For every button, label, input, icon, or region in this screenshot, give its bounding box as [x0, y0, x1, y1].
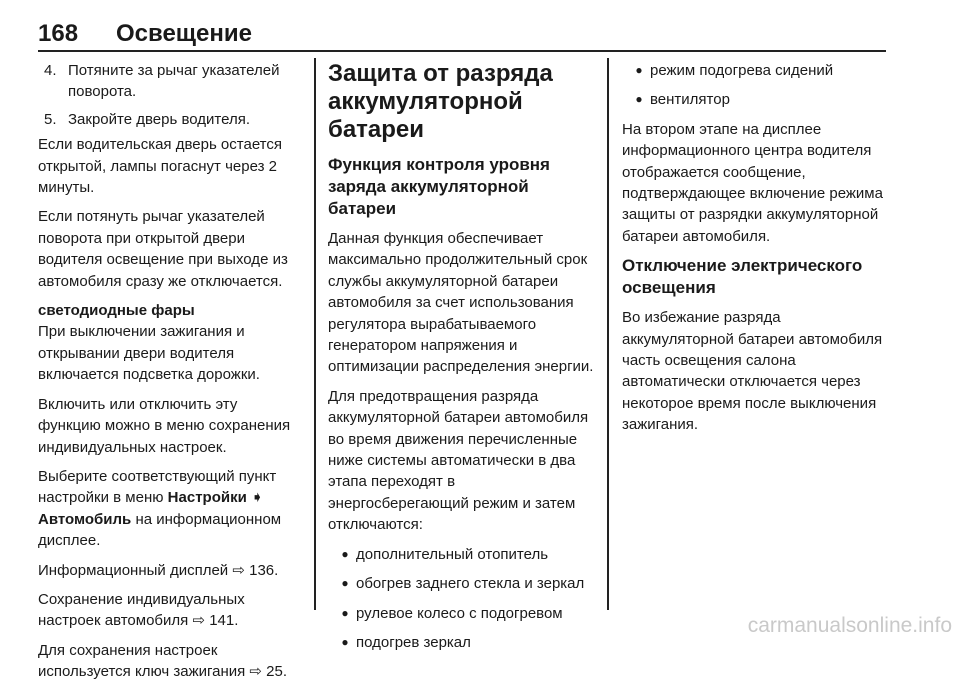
list-item: ● режим подогрева сидений — [622, 60, 888, 81]
step-4 — [38, 60, 302, 103]
step-text: Потяните за рычаг указателей поворота. — [68, 62, 280, 101]
step-number: 4. — [44, 62, 57, 79]
page-header — [38, 20, 886, 50]
paragraph: Для предотвращения разряда аккумуляторной батареи автомобиля во время движения перечисленные ниже системы автоматически в два этапа переходят в энергосберегающий режим и затем отключаются: — [328, 387, 589, 534]
bullet-icon: ● — [635, 63, 643, 77]
paragraph: Во избежание разряда аккумуляторной батареи автомобиля часть освещения салона автоматически отключается через некоторое время после выключения зажигания. — [622, 309, 883, 434]
paragraph-menu-path: Выберите соответствующий пункт настройки в меню Настройки ➧ Автомобиль на информационном дисплее. — [38, 467, 282, 550]
paragraph: Включить или отключить эту функцию можно в меню сохранения индивидуальных настроек. — [38, 395, 291, 456]
bullet-icon: ● — [341, 605, 349, 620]
list-item: ● обогрев заднего стекла и зеркал — [328, 573, 594, 594]
column-1 — [38, 60, 302, 691]
page-reference-link[interactable]: ⇨ 136. — [232, 561, 279, 579]
paragraph-ref: Информационный дисплей ⇨ 136. — [38, 561, 279, 579]
page-reference-link[interactable]: ⇨ 25. — [249, 663, 288, 681]
menu-vehicle: Автомобиль — [38, 510, 132, 528]
bullet-icon: ● — [341, 576, 349, 591]
paragraph-ref: Для сохранения настроек используется ключ зажигания ⇨ 25. — [38, 641, 288, 681]
page-number: 168 — [38, 20, 79, 47]
step-number: 5. — [44, 110, 57, 128]
bullet-icon: ● — [341, 546, 349, 561]
menu-settings: Настройки — [167, 489, 247, 507]
header-divider — [38, 50, 886, 52]
section-heading: Защита от разряда аккумуляторной батареи — [328, 60, 553, 143]
list-item: ● дополнительный отопитель — [328, 544, 594, 565]
column-divider-2 — [607, 58, 609, 610]
arrow-icon: ➧ — [250, 489, 264, 507]
paragraph: При выключении зажигания и открывании двери водителя включается подсветка дорожки. — [38, 323, 260, 384]
step-text: Закройте дверь водителя. — [68, 110, 250, 128]
bullet-icon: ● — [635, 92, 643, 107]
column-divider-1 — [314, 58, 316, 610]
list-item: ● рулевое колесо с подогревом — [328, 603, 594, 624]
paragraph: Если потянуть рычаг указателей поворота при открытой двери водителя освещение при выходе из автомобиля сразу же отключается. — [38, 208, 288, 290]
subsection-heading: Функция контроля уровня заряда аккумуляторной батареи — [328, 155, 550, 218]
list-item: ● вентилятор — [622, 89, 888, 110]
step-5 — [38, 109, 302, 130]
list-item: ● подогрев зеркал — [328, 632, 594, 653]
watermark: carmanualsonline.info — [747, 614, 952, 637]
bullet-list — [328, 544, 594, 654]
bullet-list — [622, 60, 888, 111]
paragraph: Если водительская дверь остается открытой, лампы погаснут через 2 минуты. — [38, 136, 282, 197]
page-title: Освещение — [116, 20, 252, 47]
led-headlights-heading: светодиодные фары — [38, 302, 195, 320]
column-2 — [328, 60, 594, 661]
paragraph: Данная функция обеспечивает максимально продолжительный срок службы аккумуляторной батареи автомобиля за счет использования регулятора вырабатываемого генератором напряжения и оптимизации распределения энергии. — [328, 230, 594, 376]
subsection-heading: Отключение электрического освещения — [622, 256, 863, 298]
bullet-icon: ● — [341, 634, 349, 649]
paragraph: На втором этапе на дисплее информационного центра водителя отображается сообщение, подтверждающее включение режима защиты от разрядки аккумуляторной батареи автомобиля. — [622, 120, 883, 245]
page-reference-link[interactable]: ⇨ 141. — [192, 612, 239, 630]
column-3 — [622, 60, 888, 444]
paragraph-ref: Сохранение индивидуальных настроек автомобиля ⇨ 141. — [38, 590, 245, 630]
